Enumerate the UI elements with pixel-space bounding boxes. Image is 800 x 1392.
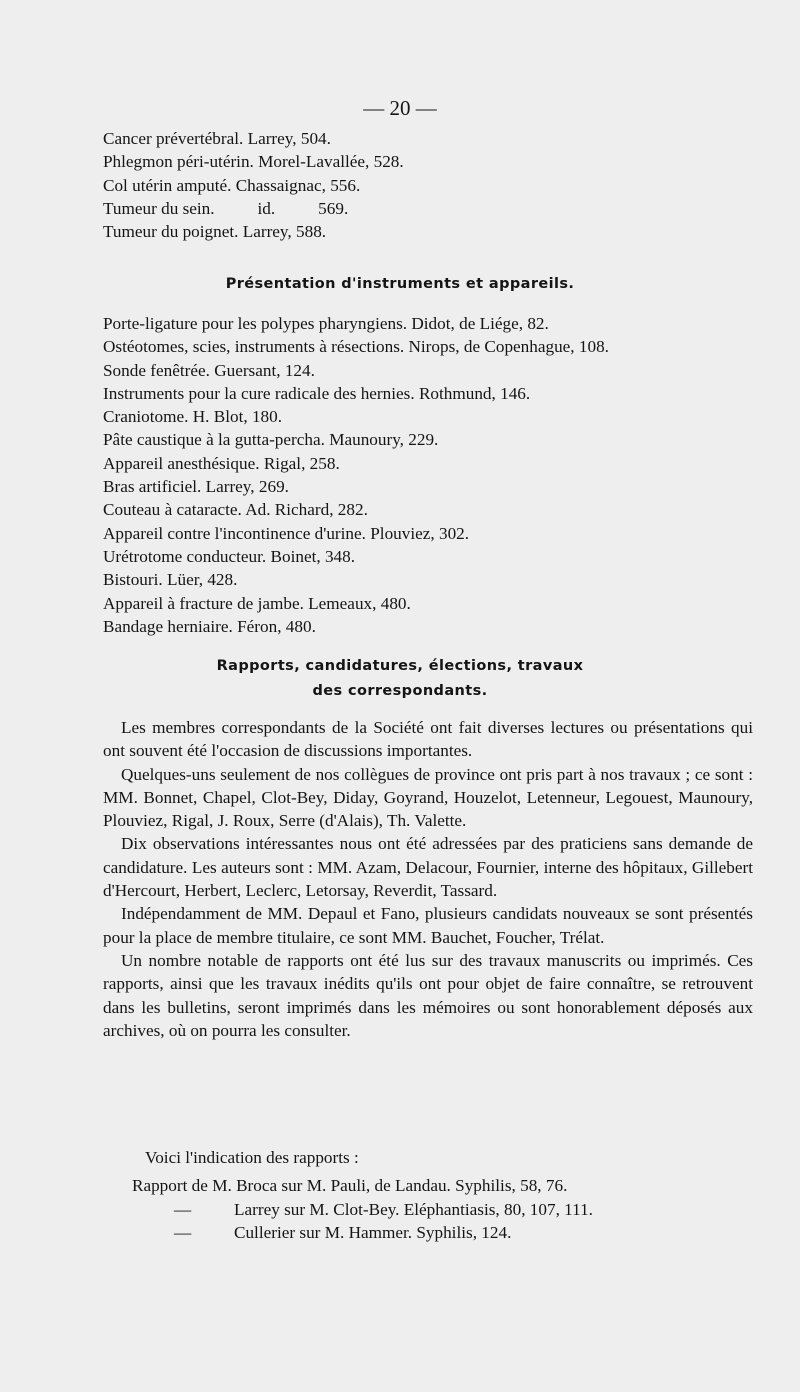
list-item: Bras artificiel. Larrey, 269. [103, 477, 289, 497]
report-item [132, 1198, 593, 1222]
paragraph-text: Les membres correspondants de la Société ont fait diverses lectures ou présentations qui ont souvent été l'occasion de discussions importantes. [103, 718, 753, 761]
report-text: Larrey sur M. Clot-Bey. Eléphantiasis, 80, 107, 111. [234, 1199, 593, 1219]
report-item [132, 1221, 593, 1245]
reports-intro: Voici l'indication des rapports : [145, 1148, 359, 1167]
list-item: Instruments pour la cure radicale des hernies. Rothmund, 146. [103, 383, 531, 403]
list-item: Sonde fenêtrée. Guersant, 124. [103, 360, 315, 380]
list-item: Pâte caustique à la gutta-percha. Maunoury, 229. [103, 430, 439, 450]
list-item: Porte-ligature pour les polypes pharyngiens. Didot, de Liége, 82. [103, 314, 549, 333]
list-item: Urétrotome conducteur. Boinet, 348. [103, 546, 356, 566]
list-item: Tumeur du sein. id. 569. [103, 198, 349, 218]
list-item: Craniotome. H. Blot, 180. [103, 407, 283, 427]
list-item: Bistouri. Lüer, 428. [103, 570, 238, 590]
list-item: Appareil contre l'incontinence d'urine. Plouviez, 302. [103, 523, 470, 543]
paragraph [103, 832, 753, 902]
list-item: Tumeur du poignet. Larrey, 588. [103, 222, 327, 242]
body-paragraphs [103, 716, 753, 1042]
list-item: Cancer prévertébral. Larrey, 504. [103, 129, 331, 148]
paragraph-text: Indépendamment de MM. Depaul et Fano, plusieurs candidats nouveaux se sont présentés pour la place de membre titulaire, ce sont MM. Bauchet, Foucher, Trélat. [103, 904, 753, 947]
paragraph [103, 716, 753, 763]
paragraph [103, 902, 753, 949]
report-dash: — [174, 1223, 192, 1242]
list-item: Bandage herniaire. Féron, 480. [103, 616, 316, 636]
list-item: Col utérin amputé. Chassaignac, 556. [103, 175, 361, 195]
list-instruments [103, 312, 753, 638]
list-item: Appareil à fracture de jambe. Lemeaux, 480. [103, 593, 411, 613]
reports-list [132, 1174, 593, 1245]
report-dash: — [174, 1199, 192, 1219]
paragraph-text: Quelques-uns seulement de nos collègues de province ont pris part à nos travaux ; ce sont : MM. Bonnet, Chapel, Clot-Bey, Diday, Goyrand, Houzelot, Letenneur, Legouest, Maunoury, Plouviez, Rigal, J. Roux, Serre (d'Alais), Th. Valette. [103, 764, 753, 831]
section-heading-rapports: Rapports, candidatures, élections, travaux [216, 658, 584, 674]
report-text: Rapport de M. Broca sur M. Pauli, de Landau. Syphilis, 58, 76. [132, 1176, 568, 1195]
list-item: Couteau à cataracte. Ad. Richard, 282. [103, 500, 368, 520]
list-item: Appareil anesthésique. Rigal, 258. [103, 453, 340, 473]
page-number: — 20 — [363, 96, 437, 120]
section-heading-instruments: Présentation d'instruments et appareils. [225, 276, 575, 292]
list-item: Phlegmon péri-utérin. Morel-Lavallée, 528. [103, 152, 404, 172]
paragraph [103, 949, 753, 1042]
list-top [103, 127, 753, 243]
report-text: Cullerier sur M. Hammer. Syphilis, 124. [234, 1223, 512, 1242]
section-heading-rapports-cont: des correspondants. [312, 683, 488, 699]
paragraph-text: Un nombre notable de rapports ont été lus sur des travaux manuscrits ou imprimés. Ces rapports, ainsi que les travaux inédits qu'ils ont pour objet de faire connaître, se retrouvent dans les bulletins, seront imprimés dans les mémoires ou sont honorablement déposés aux archives, où on pourra les consulter. [103, 950, 753, 1040]
paragraph-text: Dix observations intéressantes nous ont été adressées par des praticiens sans demande de candidature. Les auteurs sont : MM. Azam, Delacour, Fournier, interne des hôpitaux, Gillebert d'Hercourt, Herbert, Leclerc, Letorsay, Reverdit, Tassard. [103, 834, 753, 901]
report-item [132, 1174, 593, 1198]
list-item: Ostéotomes, scies, instruments à résections. Nirops, de Copenhague, 108. [103, 337, 609, 357]
paragraph [103, 763, 753, 833]
